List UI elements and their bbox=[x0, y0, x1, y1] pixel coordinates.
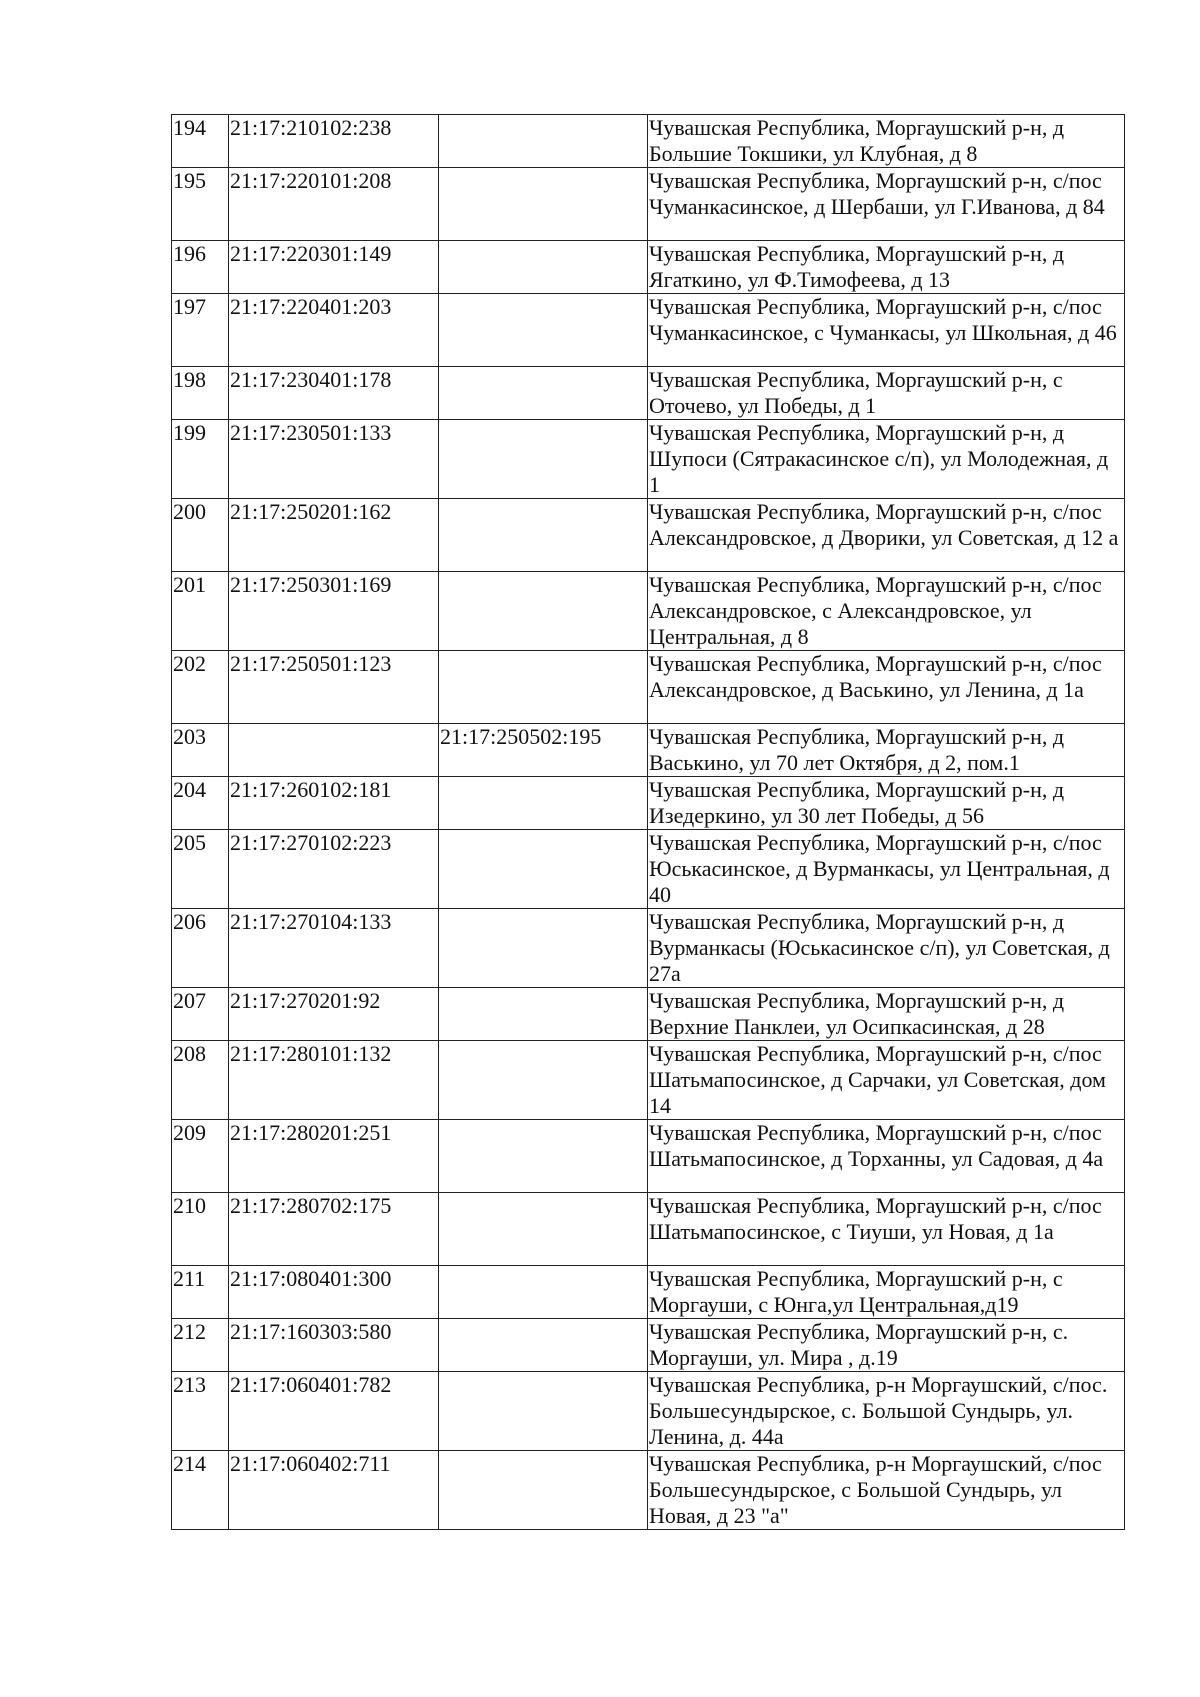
cadastral-number-cell: 21:17:270102:223 bbox=[229, 830, 439, 909]
address-cell: Чувашская Республика, Моргаушский р-н, с Моргауши, с Юнга,ул Центральная,д19 bbox=[648, 1266, 1125, 1319]
premises-cadastral-number-cell bbox=[439, 1266, 648, 1319]
row-number-cell: 204 bbox=[172, 777, 229, 830]
premises-cadastral-number-cell bbox=[439, 367, 648, 420]
premises-cadastral-number-cell: 21:17:250502:195 bbox=[439, 724, 648, 777]
address-cell: Чувашская Республика, Моргаушский р-н, д Изедеркино, ул 30 лет Победы, д 56 bbox=[648, 777, 1125, 830]
row-number-cell: 212 bbox=[172, 1319, 229, 1372]
row-number-cell: 209 bbox=[172, 1120, 229, 1193]
address-cell: Чувашская Республика, Моргаушский р-н, д Большие Токшики, ул Клубная, д 8 bbox=[648, 115, 1125, 168]
table-row bbox=[172, 830, 1125, 909]
table-row bbox=[172, 651, 1125, 724]
row-number-cell: 200 bbox=[172, 499, 229, 572]
cadastral-number-cell: 21:17:280101:132 bbox=[229, 1041, 439, 1120]
table-row bbox=[172, 1319, 1125, 1372]
address-cell: Чувашская Республика, Моргаушский р-н, с. Моргауши, ул. Мира , д.19 bbox=[648, 1319, 1125, 1372]
table-row bbox=[172, 777, 1125, 830]
row-number-cell: 195 bbox=[172, 168, 229, 241]
table-row bbox=[172, 1193, 1125, 1266]
address-cell: Чувашская Республика, Моргаушский р-н, с Оточево, ул Победы, д 1 bbox=[648, 367, 1125, 420]
table-row bbox=[172, 420, 1125, 499]
row-number-cell: 201 bbox=[172, 572, 229, 651]
cadastral-number-cell: 21:17:230401:178 bbox=[229, 367, 439, 420]
table-row bbox=[172, 572, 1125, 651]
table-row bbox=[172, 241, 1125, 294]
row-number-cell: 196 bbox=[172, 241, 229, 294]
address-cell: Чувашская Республика, Моргаушский р-н, д Ягаткино, ул Ф.Тимофеева, д 13 bbox=[648, 241, 1125, 294]
address-cell: Чувашская Республика, Моргаушский р-н, с/пос Чуманкасинское, с Чуманкасы, ул Школьная, д 46 bbox=[648, 294, 1125, 367]
premises-cadastral-number-cell bbox=[439, 1120, 648, 1193]
address-cell: Чувашская Республика, Моргаушский р-н, с/пос Шатьмапосинское, д Торханны, ул Садовая, д 4а bbox=[648, 1120, 1125, 1193]
address-cell: Чувашская Республика, Моргаушский р-н, с/пос Александровское, с Александровское, ул Центральная, д 8 bbox=[648, 572, 1125, 651]
address-cell: Чувашская Республика, р-н Моргаушский, с/пос Большесундырское, с Большой Сундырь, ул Новая, д 23 "а" bbox=[648, 1451, 1125, 1530]
premises-cadastral-number-cell bbox=[439, 1041, 648, 1120]
address-cell: Чувашская Республика, р-н Моргаушский, с/пос. Большесундырское, с. Большой Сундырь, ул. Ленина, д. 44а bbox=[648, 1372, 1125, 1451]
row-number-cell: 206 bbox=[172, 909, 229, 988]
address-cell: Чувашская Республика, Моргаушский р-н, д Васькино, ул 70 лет Октября, д 2, пом.1 bbox=[648, 724, 1125, 777]
address-cell: Чувашская Республика, Моргаушский р-н, д Верхние Панклеи, ул Осипкасинская, д 28 bbox=[648, 988, 1125, 1041]
cadastral-number-cell: 21:17:060401:782 bbox=[229, 1372, 439, 1451]
row-number-cell: 198 bbox=[172, 367, 229, 420]
premises-cadastral-number-cell bbox=[439, 168, 648, 241]
premises-cadastral-number-cell bbox=[439, 420, 648, 499]
row-number-cell: 202 bbox=[172, 651, 229, 724]
premises-cadastral-number-cell bbox=[439, 1319, 648, 1372]
cadastral-number-cell: 21:17:250501:123 bbox=[229, 651, 439, 724]
cadastral-number-cell: 21:17:220101:208 bbox=[229, 168, 439, 241]
address-cell: Чувашская Республика, Моргаушский р-н, с/пос Александровское, д Дворики, ул Советская, д 12 а bbox=[648, 499, 1125, 572]
address-cell: Чувашская Республика, Моргаушский р-н, с/пос Александровское, д Васькино, ул Ленина, д 1а bbox=[648, 651, 1125, 724]
table-row bbox=[172, 1266, 1125, 1319]
table-row bbox=[172, 1451, 1125, 1530]
address-cell: Чувашская Республика, Моргаушский р-н, с/пос Чуманкасинское, д Шербаши, ул Г.Иванова, д 84 bbox=[648, 168, 1125, 241]
premises-cadastral-number-cell bbox=[439, 777, 648, 830]
premises-cadastral-number-cell bbox=[439, 651, 648, 724]
premises-cadastral-number-cell bbox=[439, 572, 648, 651]
row-number-cell: 199 bbox=[172, 420, 229, 499]
cadastral-number-cell: 21:17:270104:133 bbox=[229, 909, 439, 988]
row-number-cell: 214 bbox=[172, 1451, 229, 1530]
cadastral-number-cell: 21:17:220301:149 bbox=[229, 241, 439, 294]
premises-cadastral-number-cell bbox=[439, 294, 648, 367]
premises-cadastral-number-cell bbox=[439, 241, 648, 294]
cadastral-number-cell: 21:17:280201:251 bbox=[229, 1120, 439, 1193]
address-cell: Чувашская Республика, Моргаушский р-н, с/пос Шатьмапосинское, д Сарчаки, ул Советская, дом 14 bbox=[648, 1041, 1125, 1120]
cadastral-number-cell: 21:17:280702:175 bbox=[229, 1193, 439, 1266]
address-cell: Чувашская Республика, Моргаушский р-н, с/пос Юськасинское, д Вурманкасы, ул Центральная, д 40 bbox=[648, 830, 1125, 909]
table-row bbox=[172, 1041, 1125, 1120]
premises-cadastral-number-cell bbox=[439, 115, 648, 168]
table-row bbox=[172, 499, 1125, 572]
row-number-cell: 207 bbox=[172, 988, 229, 1041]
cadastral-number-cell: 21:17:270201:92 bbox=[229, 988, 439, 1041]
table-row bbox=[172, 909, 1125, 988]
cadastral-number-cell bbox=[229, 724, 439, 777]
cadastral-number-cell: 21:17:060402:711 bbox=[229, 1451, 439, 1530]
registry-table-body bbox=[172, 115, 1125, 1530]
table-row bbox=[172, 367, 1125, 420]
table-row bbox=[172, 988, 1125, 1041]
row-number-cell: 197 bbox=[172, 294, 229, 367]
row-number-cell: 208 bbox=[172, 1041, 229, 1120]
premises-cadastral-number-cell bbox=[439, 1372, 648, 1451]
cadastral-number-cell: 21:17:230501:133 bbox=[229, 420, 439, 499]
property-registry-table bbox=[171, 114, 1125, 1530]
premises-cadastral-number-cell bbox=[439, 1193, 648, 1266]
premises-cadastral-number-cell bbox=[439, 499, 648, 572]
address-cell: Чувашская Республика, Моргаушский р-н, д Вурманкасы (Юськасинское с/п), ул Советская, д 27а bbox=[648, 909, 1125, 988]
premises-cadastral-number-cell bbox=[439, 988, 648, 1041]
table-row bbox=[172, 294, 1125, 367]
cadastral-number-cell: 21:17:250201:162 bbox=[229, 499, 439, 572]
table-row bbox=[172, 1372, 1125, 1451]
premises-cadastral-number-cell bbox=[439, 909, 648, 988]
premises-cadastral-number-cell bbox=[439, 1451, 648, 1530]
cadastral-number-cell: 21:17:220401:203 bbox=[229, 294, 439, 367]
row-number-cell: 213 bbox=[172, 1372, 229, 1451]
row-number-cell: 210 bbox=[172, 1193, 229, 1266]
cadastral-number-cell: 21:17:250301:169 bbox=[229, 572, 439, 651]
premises-cadastral-number-cell bbox=[439, 830, 648, 909]
table-row bbox=[172, 724, 1125, 777]
address-cell: Чувашская Республика, Моргаушский р-н, с/пос Шатьмапосинское, с Тиуши, ул Новая, д 1а bbox=[648, 1193, 1125, 1266]
cadastral-number-cell: 21:17:160303:580 bbox=[229, 1319, 439, 1372]
table-row bbox=[172, 168, 1125, 241]
cadastral-number-cell: 21:17:080401:300 bbox=[229, 1266, 439, 1319]
address-cell: Чувашская Республика, Моргаушский р-н, д Шупоси (Сятракасинское с/п), ул Молодежная, д 1 bbox=[648, 420, 1125, 499]
cadastral-number-cell: 21:17:260102:181 bbox=[229, 777, 439, 830]
table-row bbox=[172, 1120, 1125, 1193]
table-row bbox=[172, 115, 1125, 168]
row-number-cell: 203 bbox=[172, 724, 229, 777]
row-number-cell: 205 bbox=[172, 830, 229, 909]
row-number-cell: 194 bbox=[172, 115, 229, 168]
row-number-cell: 211 bbox=[172, 1266, 229, 1319]
cadastral-number-cell: 21:17:210102:238 bbox=[229, 115, 439, 168]
